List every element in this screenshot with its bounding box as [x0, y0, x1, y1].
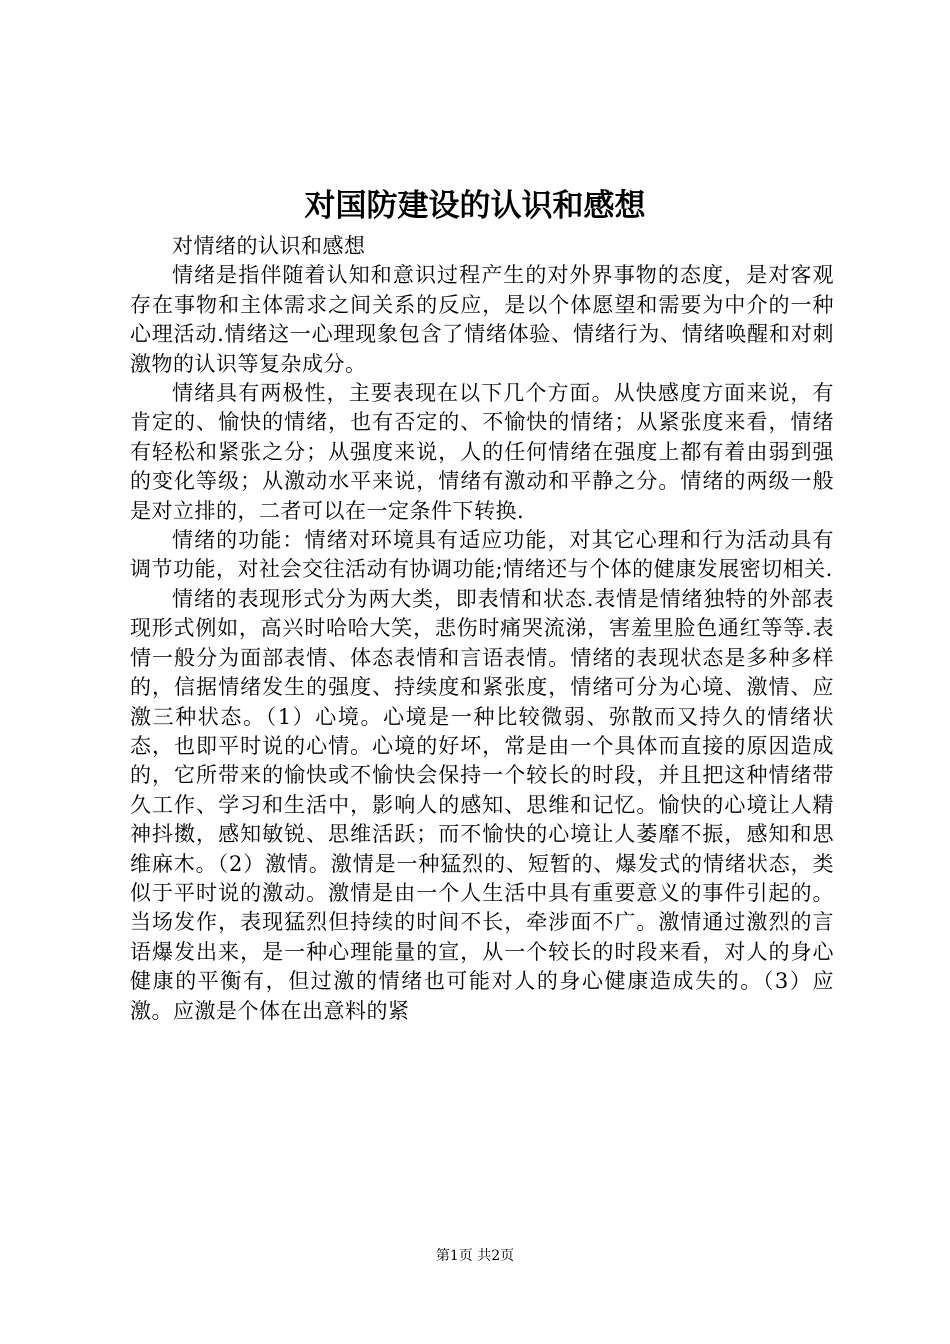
paragraph-subtitle: 对情绪的认识和感想 — [172, 234, 366, 258]
document-body — [130, 232, 834, 1026]
paragraph-forms: 情绪的表现形式分为两大类，即表情和状态.表情是情绪独特的外部表现形式例如，高兴时哈哈大笑，悲伤时痛哭流涕，害羞里脸色通红等等.表情一般分为面部表情、体态表情和言语表情。情绪的表现状态是多种多样的，信据情绪发生的强度、持续度和紧张度，情绪可分为心境、激情、应激三种状态。（1）心境。心境是一种比较微弱、弥散而又持久的情绪状态，也即平时说的心情。心境的好坏，常是由一个具体而直接的原因造成的，它所带来的愉快或不愉快会保持一个较长的时段，并且把这种情绪带久工作、学习和生活中，影响人的感知、思维和记忆。愉快的心境让人精神抖擞，感知敏锐、思维活跃；而不愉快的心境让人萎靡不振，感知和思维麻木。（2）激情。激情是一种猛烈的、短暂的、爆发式的情绪状态，类似于平时说的激动。激情是由一个人生活中具有重要意义的事件引起的。当场发作，表现猛烈但持续的时间不长，牵涉面不广。激情通过激烈的言语爆发出来，是一种心理能量的宣，从一个较长的时段来看，对人的身心健康的平衡有，但过激的情绪也可能对人的身心健康造成失的。（3）应激。应激是个体在出意料的紧 — [130, 586, 834, 1023]
paragraph-function: 情绪的功能：情绪对环境具有适应功能，对其它心理和行为活动具有调节功能，对社会交往活动有协调功能;情绪还与个体的健康发展密切相关. — [130, 528, 834, 582]
page-footer: 第1页 共2页 — [435, 1248, 515, 1264]
paragraph-definition: 情绪是指伴随着认知和意识过程产生的对外界事物的态度，是对客观存在事物和主体需求之间关系的反应，是以个体愿望和需要为中介的一种心理活动.情绪这一心理现象包含了情绪体验、情绪行为、情绪唤醒和对刺激物的认识等复杂成分。 — [130, 263, 834, 376]
document-title: 对国防建设的认识和感想 — [304, 188, 646, 224]
paragraph-polarity: 情绪具有两极性，主要表现在以下几个方面。从快感度方面来说，有肯定的、愉快的情绪，也有否定的、不愉快的情绪；从紧张度来看，情绪有轻松和紧张之分；从强度来说，人的任何情绪在强度上都有着由弱到强的变化等级；从激动水平来说，情绪有激动和平静之分。情绪的两级一般是对立排的，二者可以在一定条件下转换. — [130, 381, 834, 523]
